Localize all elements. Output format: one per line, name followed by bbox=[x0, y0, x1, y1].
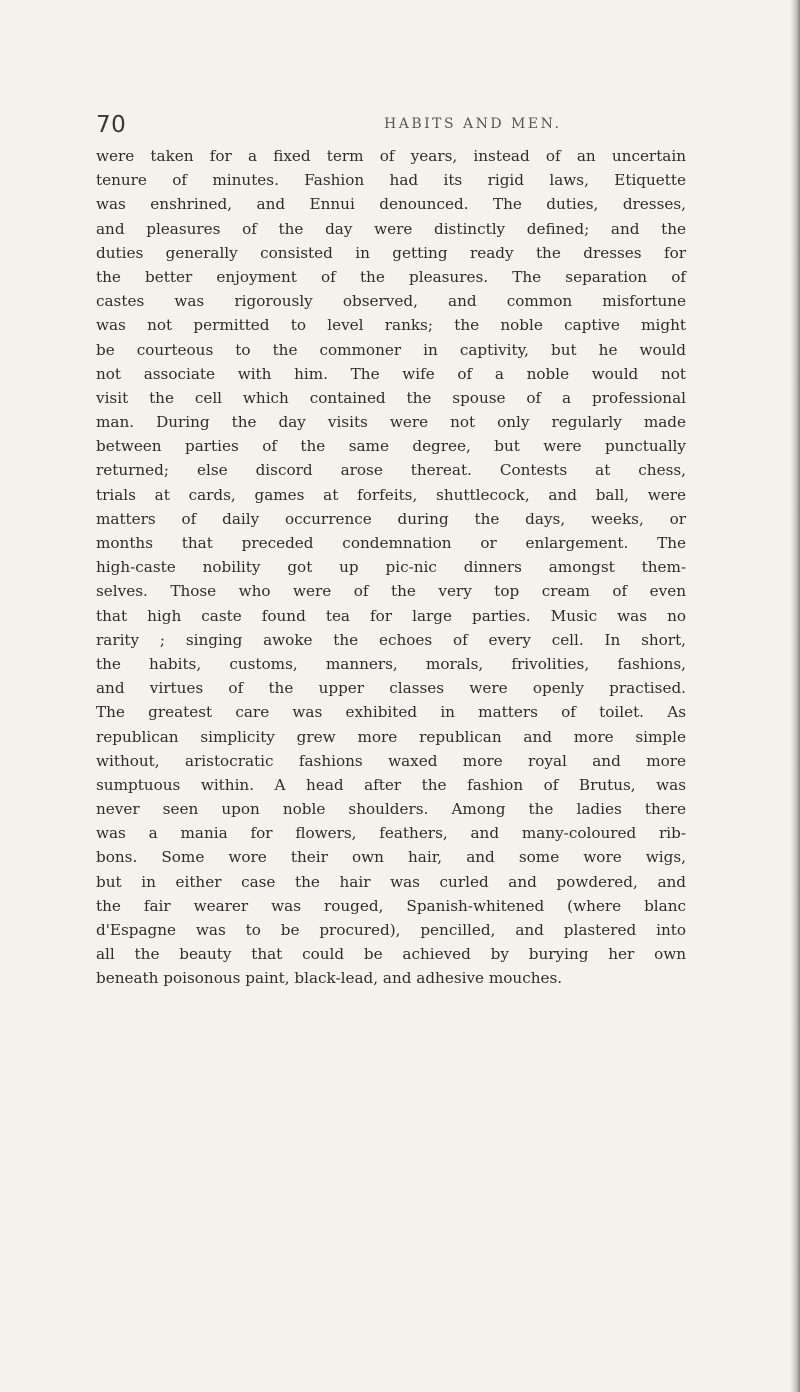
text-line: man. During the day visits were not only regularly made bbox=[96, 413, 686, 432]
text-line: between parties of the same degree, but were punctually bbox=[96, 437, 686, 456]
text-line: beneath poisonous paint, black-lead, and adhesive mouches. bbox=[96, 969, 563, 988]
text-line: be courteous to the commoner in captivity, but he would bbox=[96, 340, 686, 359]
text-line: The greatest care was exhibited in matters of toilet. As bbox=[96, 703, 686, 722]
page-number: 70 bbox=[96, 112, 127, 138]
text-line: tenure of minutes. Fashion had its rigid laws, Etiquette bbox=[96, 171, 686, 190]
text-line: castes was rigorously observed, and common misfortune bbox=[96, 292, 686, 311]
scan-edge-shadow bbox=[790, 0, 800, 1392]
text-line: visit the cell which contained the spouse of a professional bbox=[96, 388, 686, 407]
text-line: matters of daily occurrence during the days, weeks, or bbox=[96, 509, 686, 528]
running-title: HABITS AND MEN. bbox=[384, 116, 562, 132]
text-line: was not permitted to level ranks; the noble captive might bbox=[96, 316, 686, 335]
text-line: the better enjoyment of the pleasures. The separation of bbox=[96, 267, 686, 286]
text-line: rarity ; singing awoke the echoes of every cell. In short, bbox=[96, 630, 686, 649]
text-line: months that preceded condemnation or enlargement. The bbox=[96, 534, 686, 552]
text-line: and pleasures of the day were distinctly defined; and the bbox=[96, 219, 686, 238]
text-line: the fair wearer was rouged, Spanish-whitened (where blanc bbox=[96, 896, 686, 915]
text-line: was a mania for flowers, feathers, and many-coloured rib- bbox=[96, 824, 686, 843]
text-line: and virtues of the upper classes were openly practised. bbox=[96, 679, 686, 698]
text-line: high-caste nobility got up pic-nic dinners amongst them- bbox=[96, 558, 686, 577]
text-line: d'Espagne was to be procured), pencilled, and plastered into bbox=[96, 921, 686, 939]
text-line: that high caste found tea for large parties. Music was no bbox=[96, 606, 686, 625]
text-line: duties generally consisted in getting ready the dresses for bbox=[96, 243, 686, 262]
text-line: all the beauty that could be achieved by burying her own bbox=[96, 945, 686, 964]
body-text bbox=[96, 144, 686, 991]
text-line: republican simplicity grew more republican and more simple bbox=[96, 727, 686, 746]
text-line: returned; else discord arose thereat. Contests at chess, bbox=[96, 461, 686, 480]
text-line: but in either case the hair was curled and powdered, and bbox=[96, 872, 686, 891]
text-line: never seen upon noble shoulders. Among the ladies there bbox=[96, 800, 686, 819]
text-line: trials at cards, games at forfeits, shuttlecock, and ball, were bbox=[96, 485, 686, 504]
text-line: without, aristocratic fashions waxed more royal and more bbox=[96, 751, 686, 770]
text-line: the habits, customs, manners, morals, frivolities, fashions, bbox=[96, 654, 686, 673]
text-line: was enshrined, and Ennui denounced. The duties, dresses, bbox=[96, 195, 686, 214]
text-line: selves. Those who were of the very top cream of even bbox=[96, 582, 686, 601]
text-line: were taken for a fixed term of years, instead of an uncertain bbox=[96, 147, 686, 165]
running-head bbox=[96, 112, 686, 136]
text-line: sumptuous within. A head after the fashion of Brutus, was bbox=[96, 775, 686, 794]
text-line: bons. Some wore their own hair, and some wore wigs, bbox=[96, 848, 686, 867]
text-line: not associate with him. The wife of a noble would not bbox=[96, 364, 686, 383]
